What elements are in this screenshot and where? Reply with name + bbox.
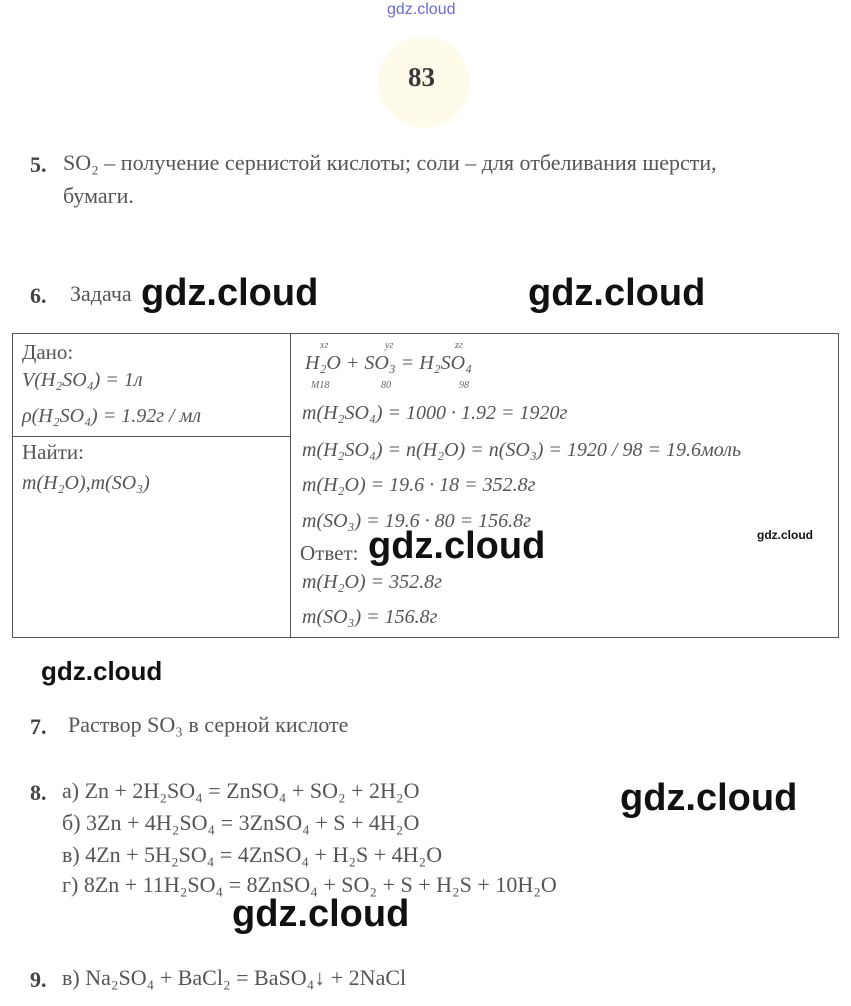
item-9-text: в) Na₂SO₄ + BaCl₂ = BaSO₄↓ + 2NaCl [62,965,407,990]
reaction-equation: H₂O + SO₃ = H₂SO₄ [305,352,473,374]
solution-step-1: m(H₂SO₄) = 1000 · 1.92 = 1920г [302,402,568,424]
answer-so3: m(SO₃) = 156.8г [302,606,438,628]
item-8-c: в) 4Zn + 5H₂SO₄ = 4ZnSO₄ + H₂S + 4H₂O [62,842,443,867]
item-6-label: Задача [70,281,132,306]
watermark: gdz.cloud [757,528,813,542]
table-divider-vertical [290,333,291,638]
eq-bottom-molar-acid: 98 [459,380,469,391]
watermark: gdz.cloud [141,272,319,314]
find-values: m(H₂O),m(SO₃) [22,472,150,494]
eq-bottom-molar-water: M18 [311,380,330,391]
top-watermark: gdz.cloud [387,1,456,18]
given-title: Дано: [22,340,74,364]
find-title: Найти: [22,440,84,464]
answer-water: m(H₂O) = 352.8г [302,571,442,593]
eq-bottom-molar-so3: 80 [381,380,391,391]
item-8-a: а) Zn + 2H₂SO₄ = ZnSO₄ + SO₂ + 2H₂O [62,778,420,803]
solution-step-4: m(SO₃) = 19.6 · 80 = 156.8г [302,510,531,532]
item-8-d: г) 8Zn + 11H₂SO₄ = 8ZnSO₄ + SO₂ + S + H₂S + 10H₂O [62,872,557,897]
solution-step-2: m(H₂SO₄) = n(H₂O) = n(SO₃) = 1920 / 98 = 19.6моль [302,439,742,461]
watermark: gdz.cloud [528,272,706,314]
item-8-b: б) 3Zn + 4H₂SO₄ = 3ZnSO₄ + S + 4H₂O [62,810,420,835]
table-divider-horizontal [12,436,291,437]
item-5-number: 5. [30,152,47,177]
item-5-line-1: SO₂ – получение сернистой кислоты; соли – для отбеливания шерсти, [63,150,717,175]
item-7-number: 7. [30,714,47,739]
item-7-text: Раствор SO₃ в серной кислоте [68,712,349,737]
answer-title: Ответ: [300,541,359,565]
eq-top-x: xг [320,340,329,351]
item-9-number: 9. [30,967,47,992]
item-6-number: 6. [30,283,47,308]
watermark: gdz.cloud [620,777,798,819]
item-5-line-2: бумаги. [63,183,134,208]
eq-top-y: yг [385,340,394,351]
solution-step-3: m(H₂O) = 19.6 · 18 = 352.8г [302,474,536,496]
watermark: gdz.cloud [41,656,163,686]
given-volume: V(H₂SO₄) = 1л [22,369,143,391]
item-8-number: 8. [30,780,47,805]
page-number: 83 [408,62,435,92]
watermark: gdz.cloud [232,893,410,935]
given-density: ρ(H₂SO₄) = 1.92г / мл [22,405,202,427]
watermark: gdz.cloud [368,525,546,567]
eq-top-z: zг [455,340,463,351]
